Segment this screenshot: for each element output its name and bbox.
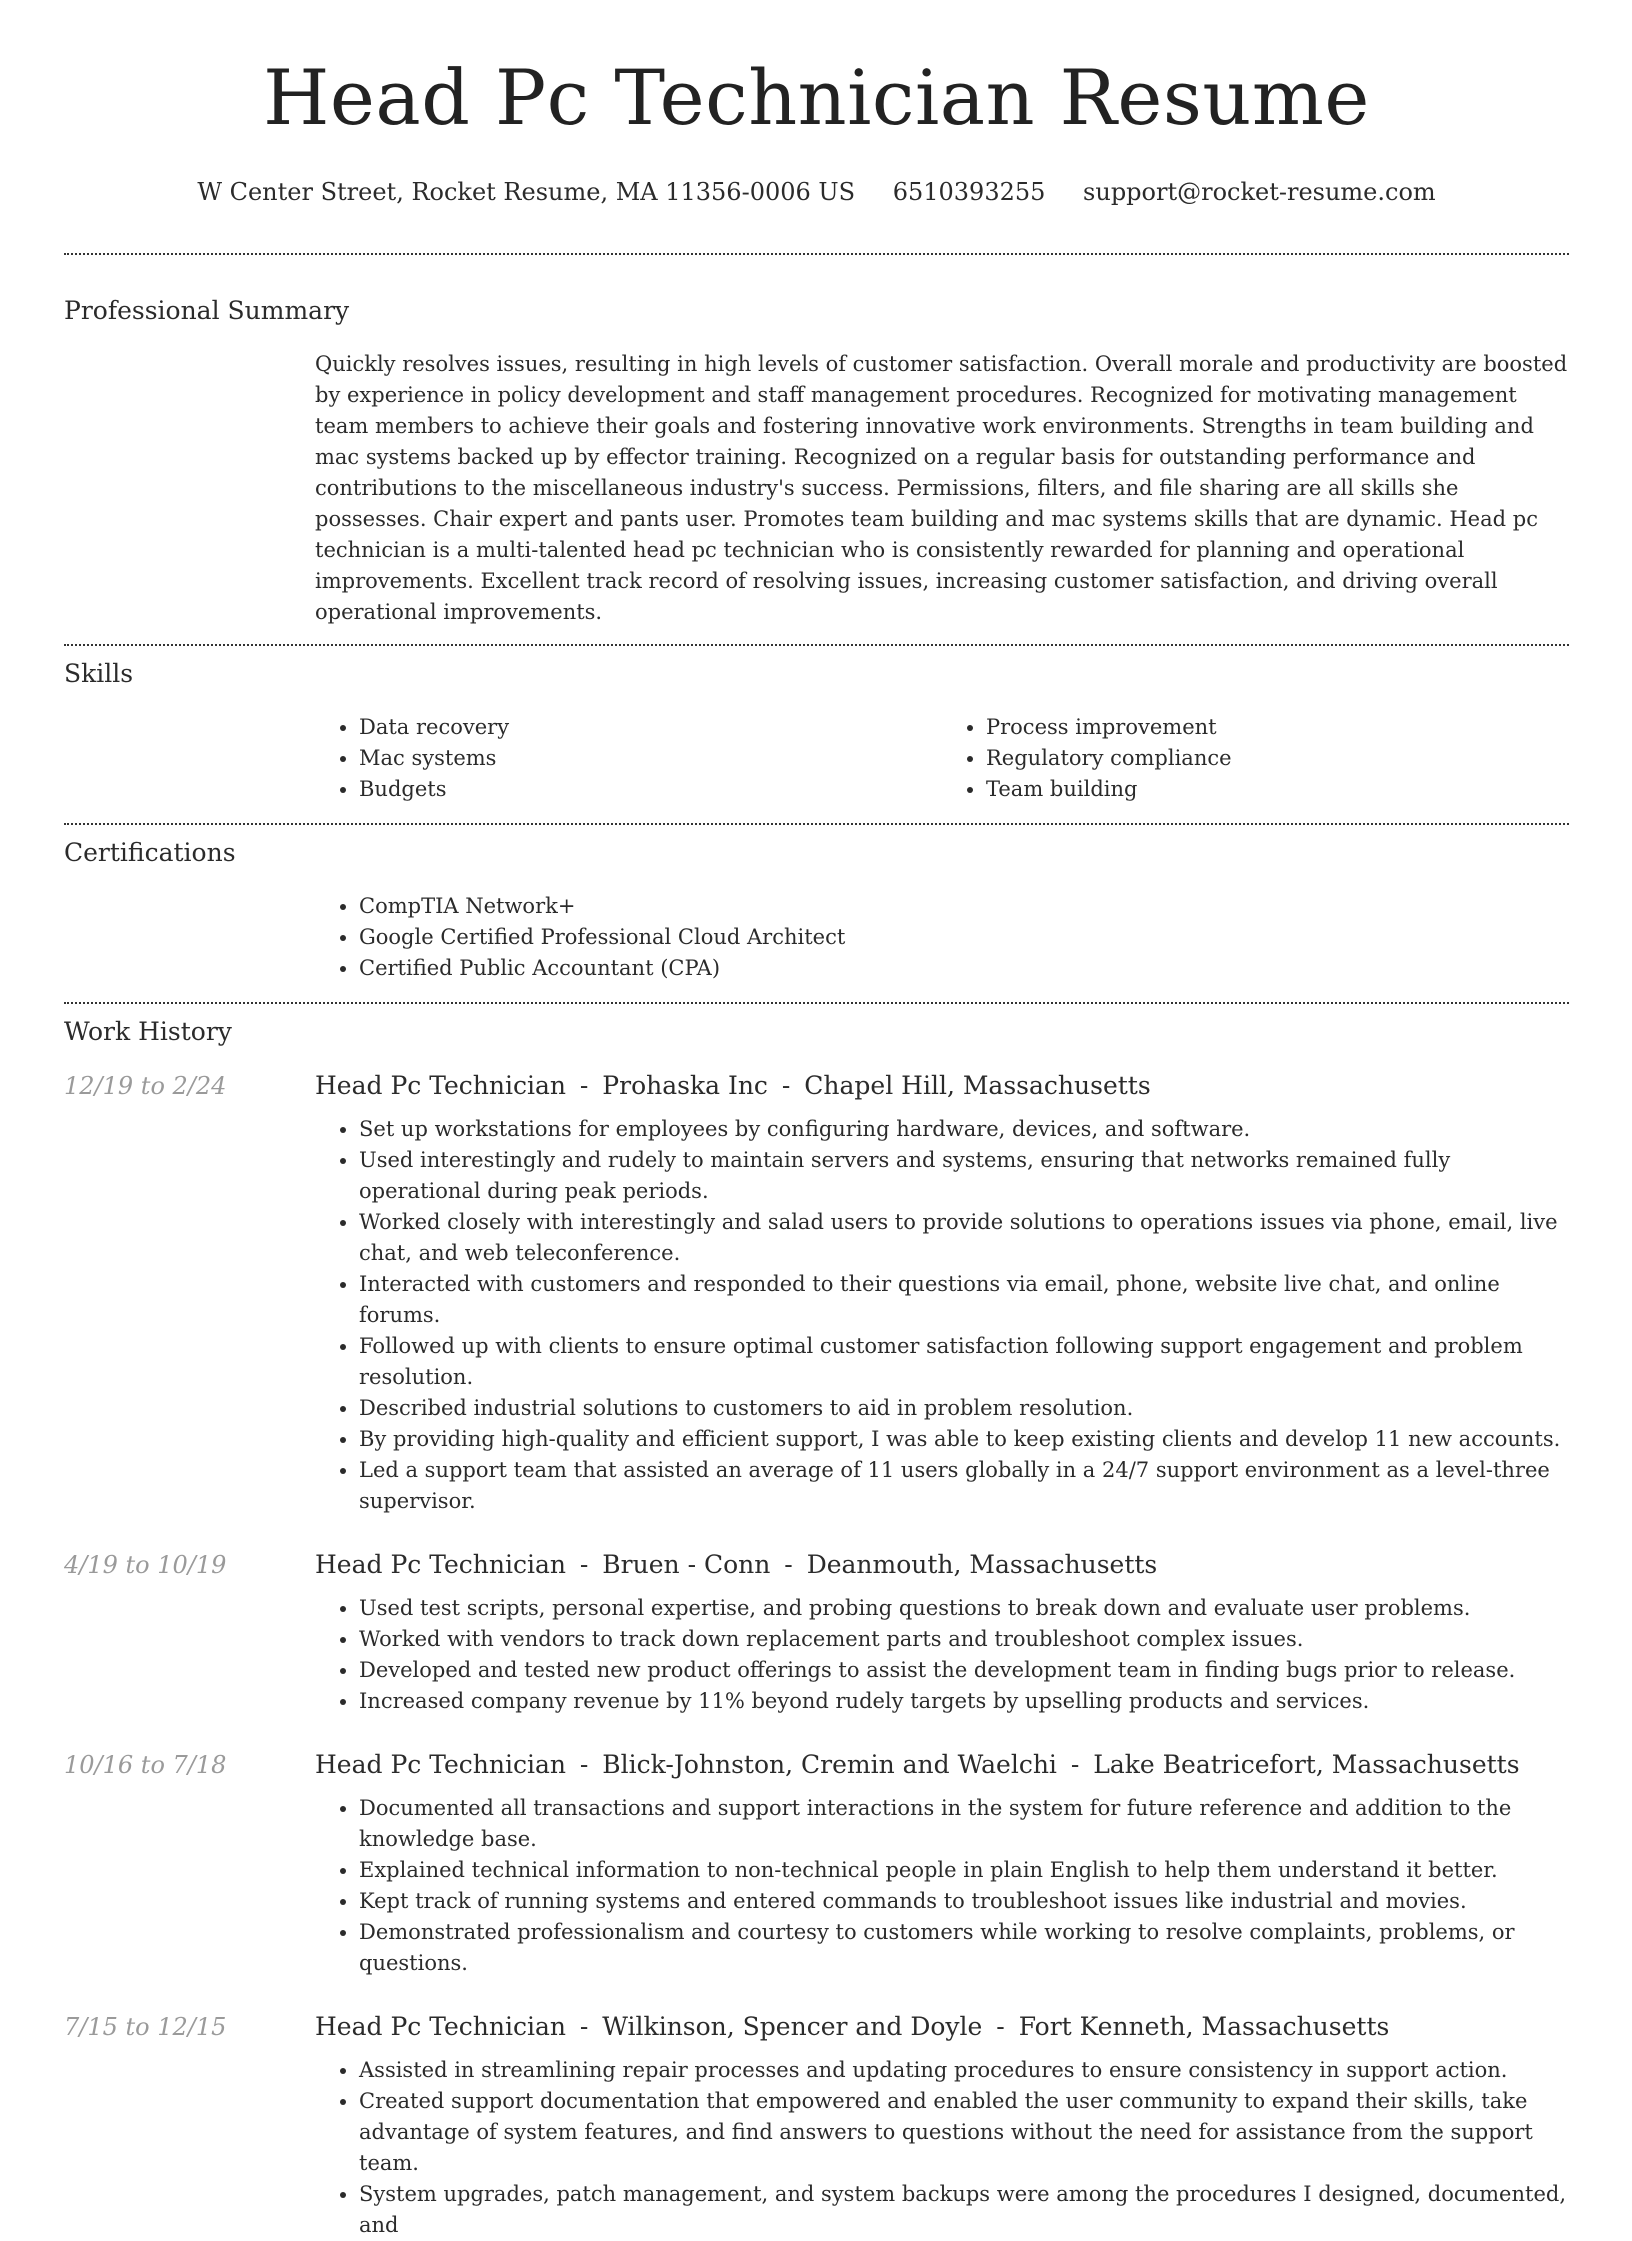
job-dates: 4/19 to 10/19	[64, 1551, 227, 1579]
job-bullet: • Developed and tested new product offerings to assist the development team in finding bugs prior to release.	[359, 1655, 1569, 1686]
job-company: Prohaska Inc	[602, 1071, 768, 1100]
skill-item: • Mac systems	[359, 743, 942, 774]
job-entry	[64, 1070, 1569, 1517]
job-bullet: • Led a support team that assisted an average of 11 users globally in a 24/7 support environment as a level-three supervisor.	[359, 1455, 1569, 1517]
job-bullet: • Created support documentation that empowered and enabled the user community to expand their skills, take advantage of system features, and find answers to questions without the need for assistance from the support team.	[359, 2086, 1569, 2179]
contact-email: support@rocket-resume.com	[1083, 178, 1436, 206]
job-role: Head Pc Technician	[315, 2012, 566, 2041]
job-bullet: • Used test scripts, personal expertise, and probing questions to break down and evaluate user problems.	[359, 1593, 1569, 1624]
job-bullet: • Kept track of running systems and entered commands to troubleshoot issues like industrial and movies.	[359, 1886, 1569, 1917]
job-dates: 12/19 to 2/24	[64, 1072, 227, 1100]
summary-text: Quickly resolves issues, resulting in high levels of customer satisfaction. Overall morale and productivity are boosted by experience in policy development and staff management procedures. Recognized for motivating management team members to achieve their goals and fostering innovative work environments. Strengths in team building and mac systems backed up by effector training. Recognized on a regular basis for outstanding performance and contributions to the miscellaneous industry's success. Permissions, filters, and file sharing are all skills she possesses. Chair expert and pants user. Promotes team building and mac systems skills that are dynamic. Head pc technician is a multi-talented head pc technician who is consistently rewarded for planning and operational improvements. Excellent track record of resolving issues, increasing customer satisfaction, and driving overall operational improvements.	[315, 352, 1568, 624]
job-bullets	[315, 1593, 1569, 1717]
certification-item: • CompTIA Network+	[359, 891, 1569, 922]
certification-item: • Google Certified Professional Cloud Architect	[359, 922, 1569, 953]
job-bullet: • Assisted in streamlining repair processes and updating procedures to ensure consistency in support action.	[359, 2055, 1569, 2086]
certifications-list	[315, 891, 1569, 984]
section-title-summary: Professional Summary	[64, 296, 350, 325]
skill-item: • Process improvement	[986, 712, 1569, 743]
job-location: Deanmouth, Massachusetts	[806, 1550, 1158, 1579]
contact-address: W Center Street, Rocket Resume, MA 11356-0006 US	[197, 178, 856, 206]
job-company: Bruen - Conn	[602, 1550, 771, 1579]
skills-section	[64, 646, 1569, 823]
job-company: Wilkinson, Spencer and Doyle	[602, 2012, 983, 2041]
resume-page	[64, 0, 1569, 2241]
job-dates: 7/15 to 12/15	[64, 2013, 227, 2041]
job-role: Head Pc Technician	[315, 1750, 566, 1779]
job-role: Head Pc Technician	[315, 1550, 566, 1579]
skills-list-right	[942, 712, 1569, 805]
job-bullet: • Documented all transactions and support interactions in the system for future reference and addition to the knowledge base.	[359, 1793, 1569, 1855]
job-bullet: • Set up workstations for employees by configuring hardware, devices, and software.	[359, 1114, 1569, 1145]
job-location: Chapel Hill, Massachusetts	[804, 1071, 1151, 1100]
job-entry	[64, 2011, 1569, 2241]
job-entry	[64, 1549, 1569, 1717]
job-bullet: • Worked with vendors to track down replacement parts and troubleshoot complex issues.	[359, 1624, 1569, 1655]
job-dates: 10/16 to 7/18	[64, 1751, 227, 1779]
contact-line	[64, 176, 1569, 208]
job-bullet: • Increased company revenue by 11% beyond rudely targets by upselling products and services.	[359, 1686, 1569, 1717]
section-title-certifications: Certifications	[64, 838, 236, 867]
work-history-section	[64, 1004, 1569, 2241]
job-title: Head Pc Technician - Prohaska Inc - Chapel Hill, Massachusetts	[315, 1071, 1151, 1100]
section-title-skills: Skills	[64, 659, 134, 688]
job-bullets	[315, 1114, 1569, 1517]
job-bullets	[315, 2055, 1569, 2241]
job-location: Fort Kenneth, Massachusetts	[1018, 2012, 1390, 2041]
job-bullet: • Used interestingly and rudely to maintain servers and systems, ensuring that networks remained fully operational during peak periods.	[359, 1145, 1569, 1207]
job-company: Blick-Johnston, Cremin and Waelchi	[602, 1750, 1057, 1779]
section-title-work-history: Work History	[64, 1017, 232, 1046]
contact-phone: 6510393255	[892, 178, 1046, 206]
job-bullet: • System upgrades, patch management, and system backups were among the procedures I designed, documented, and	[359, 2179, 1569, 2241]
job-bullet: • Worked closely with interestingly and salad users to provide solutions to operations issues via phone, email, live chat, and web teleconference.	[359, 1207, 1569, 1269]
job-bullet: • By providing high-quality and efficient support, I was able to keep existing clients and develop 11 new accounts.	[359, 1424, 1569, 1455]
job-title: Head Pc Technician - Blick-Johnston, Cremin and Waelchi - Lake Beatricefort, Massachusetts	[315, 1750, 1520, 1779]
job-bullets	[315, 1793, 1569, 1979]
certification-item: • Certified Public Accountant (CPA)	[359, 953, 1569, 984]
certifications-section	[64, 825, 1569, 1002]
job-title: Head Pc Technician - Bruen - Conn - Deanmouth, Massachusetts	[315, 1550, 1158, 1579]
job-title: Head Pc Technician - Wilkinson, Spencer and Doyle - Fort Kenneth, Massachusetts	[315, 2012, 1390, 2041]
skill-item: • Team building	[986, 774, 1569, 805]
skill-item: • Data recovery	[359, 712, 942, 743]
job-location: Lake Beatricefort, Massachusetts	[1093, 1750, 1520, 1779]
job-bullet: • Explained technical information to non-technical people in plain English to help them understand it better.	[359, 1855, 1569, 1886]
job-bullet: • Followed up with clients to ensure optimal customer satisfaction following support engagement and problem resolution.	[359, 1331, 1569, 1393]
job-role: Head Pc Technician	[315, 1071, 566, 1100]
job-bullet: • Demonstrated professionalism and courtesy to customers while working to resolve complaints, problems, or questions.	[359, 1917, 1569, 1979]
job-bullet: • Described industrial solutions to customers to aid in problem resolution.	[359, 1393, 1569, 1424]
skills-list-left	[315, 712, 942, 805]
job-entry	[64, 1749, 1569, 1979]
summary-section	[64, 255, 1569, 644]
skill-item: • Budgets	[359, 774, 942, 805]
job-bullet: • Interacted with customers and responded to their questions via email, phone, website live chat, and online forums.	[359, 1269, 1569, 1331]
skill-item: • Regulatory compliance	[986, 743, 1569, 774]
resume-title: Head Pc Technician Resume	[263, 53, 1370, 142]
